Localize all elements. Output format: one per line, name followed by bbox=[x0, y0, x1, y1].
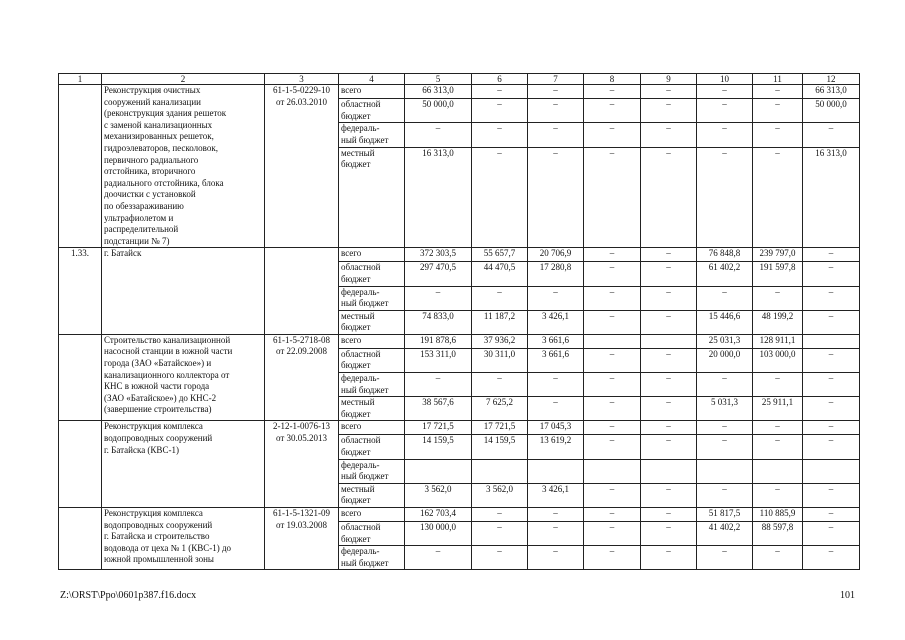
value-cell: – bbox=[753, 421, 803, 435]
object-name-cell: Реконструкция очистных сооружений канализации (реконструкция здания решеток с заменой канализационных механизированных решеток, гидроэлеваторов, песколовок, первичного радиального отстойника, вторичного радиального отстойника, блока доочистки с установкой по обеззараживанию ультрафиолетом и распределительной подстанции № 7) bbox=[102, 85, 265, 248]
value-cell: 38 567,6 bbox=[405, 397, 472, 421]
table-row bbox=[59, 248, 860, 262]
value-cell: 48 199,2 bbox=[753, 310, 803, 334]
value-cell: – bbox=[641, 262, 697, 286]
value-cell bbox=[584, 334, 641, 348]
value-cell: – bbox=[753, 85, 803, 99]
value-cell: 15 446,6 bbox=[697, 310, 753, 334]
funding-source-cell: федераль- ный бюджет bbox=[339, 546, 405, 570]
funding-source-cell: федераль- ный бюджет bbox=[339, 123, 405, 147]
page-number: 101 bbox=[840, 590, 855, 601]
value-cell: – bbox=[803, 286, 860, 310]
value-cell: 3 426,1 bbox=[528, 483, 584, 507]
value-cell: 162 703,4 bbox=[405, 508, 472, 522]
value-cell: – bbox=[472, 286, 528, 310]
value-cell: 20 000,0 bbox=[697, 348, 753, 372]
row-number-cell bbox=[59, 421, 102, 508]
row-number-cell: 1.33. bbox=[59, 248, 102, 335]
funding-source-cell: всего bbox=[339, 508, 405, 522]
value-cell: – bbox=[753, 286, 803, 310]
value-cell: – bbox=[803, 310, 860, 334]
value-cell: – bbox=[472, 147, 528, 248]
value-cell: – bbox=[584, 262, 641, 286]
value-cell: 41 402,2 bbox=[697, 522, 753, 546]
value-cell: – bbox=[641, 483, 697, 507]
funding-source-cell: федераль- ный бюджет bbox=[339, 286, 405, 310]
value-cell: 239 797,0 bbox=[753, 248, 803, 262]
value-cell: – bbox=[584, 310, 641, 334]
value-cell: – bbox=[697, 373, 753, 397]
table-row bbox=[59, 334, 860, 348]
value-cell: – bbox=[584, 248, 641, 262]
value-cell: – bbox=[472, 123, 528, 147]
value-cell bbox=[753, 459, 803, 483]
funding-source-cell: всего bbox=[339, 85, 405, 99]
value-cell: – bbox=[472, 546, 528, 570]
column-header: 3 bbox=[265, 74, 339, 85]
value-cell: – bbox=[528, 373, 584, 397]
value-cell bbox=[472, 459, 528, 483]
value-cell: 17 721,5 bbox=[472, 421, 528, 435]
funding-source-cell: местный бюджет bbox=[339, 310, 405, 334]
value-cell: – bbox=[528, 508, 584, 522]
value-cell: – bbox=[753, 123, 803, 147]
value-cell: – bbox=[697, 286, 753, 310]
value-cell: – bbox=[584, 421, 641, 435]
column-header: 1 bbox=[59, 74, 102, 85]
value-cell: 16 313,0 bbox=[405, 147, 472, 248]
table-row bbox=[59, 508, 860, 522]
value-cell: 153 311,0 bbox=[405, 348, 472, 372]
value-cell: – bbox=[753, 147, 803, 248]
value-cell: – bbox=[584, 348, 641, 372]
value-cell: 76 848,8 bbox=[697, 248, 753, 262]
value-cell: – bbox=[528, 286, 584, 310]
value-cell: – bbox=[803, 421, 860, 435]
value-cell: – bbox=[803, 248, 860, 262]
value-cell: – bbox=[641, 85, 697, 99]
object-name-cell: г. Батайск bbox=[102, 248, 265, 335]
value-cell: 30 311,0 bbox=[472, 348, 528, 372]
value-cell: – bbox=[405, 123, 472, 147]
value-cell: 3 661,6 bbox=[528, 348, 584, 372]
value-cell: – bbox=[641, 123, 697, 147]
row-number-cell bbox=[59, 85, 102, 248]
row-number-cell bbox=[59, 334, 102, 421]
column-header: 8 bbox=[584, 74, 641, 85]
column-header: 6 bbox=[472, 74, 528, 85]
value-cell: 51 817,5 bbox=[697, 508, 753, 522]
value-cell: 16 313,0 bbox=[803, 147, 860, 248]
value-cell: – bbox=[803, 522, 860, 546]
value-cell: 20 706,9 bbox=[528, 248, 584, 262]
value-cell: – bbox=[641, 435, 697, 459]
column-header: 7 bbox=[528, 74, 584, 85]
value-cell: 3 661,6 bbox=[528, 334, 584, 348]
value-cell: 110 885,9 bbox=[753, 508, 803, 522]
value-cell: – bbox=[697, 99, 753, 123]
value-cell: – bbox=[697, 435, 753, 459]
table-row bbox=[59, 421, 860, 435]
value-cell: 74 833,0 bbox=[405, 310, 472, 334]
budget-table bbox=[58, 73, 860, 570]
column-header: 5 bbox=[405, 74, 472, 85]
value-cell: – bbox=[472, 373, 528, 397]
value-cell: 66 313,0 bbox=[405, 85, 472, 99]
value-cell: 17 280,8 bbox=[528, 262, 584, 286]
value-cell: – bbox=[697, 147, 753, 248]
value-cell: 14 159,5 bbox=[472, 435, 528, 459]
value-cell: 128 911,1 bbox=[753, 334, 803, 348]
value-cell bbox=[528, 459, 584, 483]
value-cell: – bbox=[472, 85, 528, 99]
value-cell: – bbox=[528, 397, 584, 421]
value-cell: – bbox=[753, 435, 803, 459]
funding-source-cell: областной бюджет bbox=[339, 262, 405, 286]
document-cell: 61-1-5-0229-10 от 26.03.2010 bbox=[265, 85, 339, 248]
value-cell: – bbox=[697, 546, 753, 570]
value-cell: 88 597,8 bbox=[753, 522, 803, 546]
table-row bbox=[59, 85, 860, 99]
value-cell: – bbox=[697, 123, 753, 147]
value-cell: – bbox=[584, 508, 641, 522]
value-cell: – bbox=[584, 397, 641, 421]
funding-source-cell: федераль- ный бюджет bbox=[339, 459, 405, 483]
funding-source-cell: местный бюджет bbox=[339, 483, 405, 507]
value-cell: – bbox=[803, 483, 860, 507]
value-cell: – bbox=[641, 421, 697, 435]
value-cell: 372 303,5 bbox=[405, 248, 472, 262]
value-cell: – bbox=[405, 286, 472, 310]
funding-source-cell: местный бюджет bbox=[339, 397, 405, 421]
value-cell: – bbox=[753, 546, 803, 570]
value-cell: – bbox=[472, 508, 528, 522]
column-header: 2 bbox=[102, 74, 265, 85]
value-cell bbox=[641, 334, 697, 348]
value-cell: – bbox=[405, 373, 472, 397]
value-cell: – bbox=[472, 522, 528, 546]
value-cell: – bbox=[641, 508, 697, 522]
value-cell: – bbox=[803, 123, 860, 147]
table-body bbox=[59, 85, 860, 570]
value-cell: – bbox=[584, 522, 641, 546]
value-cell: – bbox=[753, 483, 803, 507]
funding-source-cell: всего bbox=[339, 248, 405, 262]
value-cell: – bbox=[641, 310, 697, 334]
value-cell: – bbox=[528, 522, 584, 546]
value-cell: – bbox=[641, 99, 697, 123]
column-header: 11 bbox=[753, 74, 803, 85]
value-cell: – bbox=[641, 348, 697, 372]
value-cell bbox=[584, 459, 641, 483]
value-cell: 5 031,3 bbox=[697, 397, 753, 421]
column-header: 4 bbox=[339, 74, 405, 85]
value-cell: 3 426,1 bbox=[528, 310, 584, 334]
value-cell: 50 000,0 bbox=[803, 99, 860, 123]
value-cell: – bbox=[803, 262, 860, 286]
value-cell bbox=[405, 459, 472, 483]
value-cell: 61 402,2 bbox=[697, 262, 753, 286]
value-cell: 3 562,0 bbox=[405, 483, 472, 507]
value-cell: – bbox=[803, 373, 860, 397]
value-cell bbox=[697, 459, 753, 483]
funding-source-cell: областной бюджет bbox=[339, 522, 405, 546]
row-number-cell bbox=[59, 508, 102, 570]
value-cell: – bbox=[641, 286, 697, 310]
value-cell bbox=[641, 459, 697, 483]
value-cell: – bbox=[584, 85, 641, 99]
document-cell: 2-12-1-0076-13 от 30.05.2013 bbox=[265, 421, 339, 508]
column-header: 10 bbox=[697, 74, 753, 85]
value-cell: – bbox=[584, 286, 641, 310]
value-cell: 55 657,7 bbox=[472, 248, 528, 262]
value-cell: – bbox=[584, 99, 641, 123]
value-cell: – bbox=[584, 373, 641, 397]
value-cell: 25 911,1 bbox=[753, 397, 803, 421]
value-cell: 13 619,2 bbox=[528, 435, 584, 459]
value-cell: 103 000,0 bbox=[753, 348, 803, 372]
document-cell: 61-1-5-2718-08 от 22.09.2008 bbox=[265, 334, 339, 421]
value-cell: – bbox=[641, 248, 697, 262]
value-cell: – bbox=[584, 147, 641, 248]
value-cell: 11 187,2 bbox=[472, 310, 528, 334]
value-cell: 3 562,0 bbox=[472, 483, 528, 507]
value-cell: – bbox=[528, 546, 584, 570]
document-cell: 61-1-5-1321-09 от 19.03.2008 bbox=[265, 508, 339, 570]
value-cell: 37 936,2 bbox=[472, 334, 528, 348]
value-cell: – bbox=[697, 85, 753, 99]
funding-source-cell: областной бюджет bbox=[339, 348, 405, 372]
funding-source-cell: областной бюджет bbox=[339, 99, 405, 123]
funding-source-cell: местный бюджет bbox=[339, 147, 405, 248]
object-name-cell: Реконструкция комплекса водопроводных сооружений г. Батайска (КВС-1) bbox=[102, 421, 265, 508]
funding-source-cell: всего bbox=[339, 421, 405, 435]
value-cell: – bbox=[405, 546, 472, 570]
value-cell: – bbox=[641, 546, 697, 570]
value-cell: – bbox=[528, 99, 584, 123]
funding-source-cell: всего bbox=[339, 334, 405, 348]
value-cell: – bbox=[803, 348, 860, 372]
value-cell: 25 031,3 bbox=[697, 334, 753, 348]
value-cell bbox=[803, 459, 860, 483]
value-cell: – bbox=[803, 508, 860, 522]
value-cell: – bbox=[803, 546, 860, 570]
value-cell: – bbox=[697, 483, 753, 507]
value-cell: 191 597,8 bbox=[753, 262, 803, 286]
value-cell: 50 000,0 bbox=[405, 99, 472, 123]
value-cell: 297 470,5 bbox=[405, 262, 472, 286]
document-cell bbox=[265, 248, 339, 335]
value-cell: – bbox=[528, 147, 584, 248]
value-cell: – bbox=[753, 99, 803, 123]
funding-source-cell: федераль- ный бюджет bbox=[339, 373, 405, 397]
value-cell: 66 313,0 bbox=[803, 85, 860, 99]
value-cell: 130 000,0 bbox=[405, 522, 472, 546]
value-cell: – bbox=[528, 123, 584, 147]
value-cell: 191 878,6 bbox=[405, 334, 472, 348]
column-number-row bbox=[59, 74, 860, 85]
file-path: Z:\ORST\Ppo\0601p387.f16.docx bbox=[60, 590, 197, 601]
value-cell: – bbox=[641, 147, 697, 248]
object-name-cell: Реконструкция комплекса водопроводных сооружений г. Батайска и строительство водовода от цеха № 1 (КВС-1) до южной промышленной зоны bbox=[102, 508, 265, 570]
value-cell: – bbox=[528, 85, 584, 99]
value-cell: – bbox=[641, 373, 697, 397]
value-cell: – bbox=[697, 421, 753, 435]
value-cell: – bbox=[584, 546, 641, 570]
column-header: 12 bbox=[803, 74, 860, 85]
value-cell: – bbox=[803, 397, 860, 421]
value-cell: 7 625,2 bbox=[472, 397, 528, 421]
value-cell bbox=[803, 334, 860, 348]
value-cell: 44 470,5 bbox=[472, 262, 528, 286]
value-cell: 17 721,5 bbox=[405, 421, 472, 435]
value-cell: 14 159,5 bbox=[405, 435, 472, 459]
value-cell: – bbox=[584, 435, 641, 459]
value-cell: – bbox=[641, 522, 697, 546]
value-cell: – bbox=[584, 123, 641, 147]
value-cell: – bbox=[803, 435, 860, 459]
funding-source-cell: областной бюджет bbox=[339, 435, 405, 459]
value-cell: – bbox=[753, 373, 803, 397]
value-cell: – bbox=[472, 99, 528, 123]
value-cell: 17 045,3 bbox=[528, 421, 584, 435]
value-cell: – bbox=[641, 397, 697, 421]
object-name-cell: Строительство канализационной насосной станции в южной части города (ЗАО «Батайское») и канализационного коллектора от КНС в южной части города (ЗАО «Батайское») до КНС-2 (завершение строительства) bbox=[102, 334, 265, 421]
value-cell: – bbox=[584, 483, 641, 507]
column-header: 9 bbox=[641, 74, 697, 85]
